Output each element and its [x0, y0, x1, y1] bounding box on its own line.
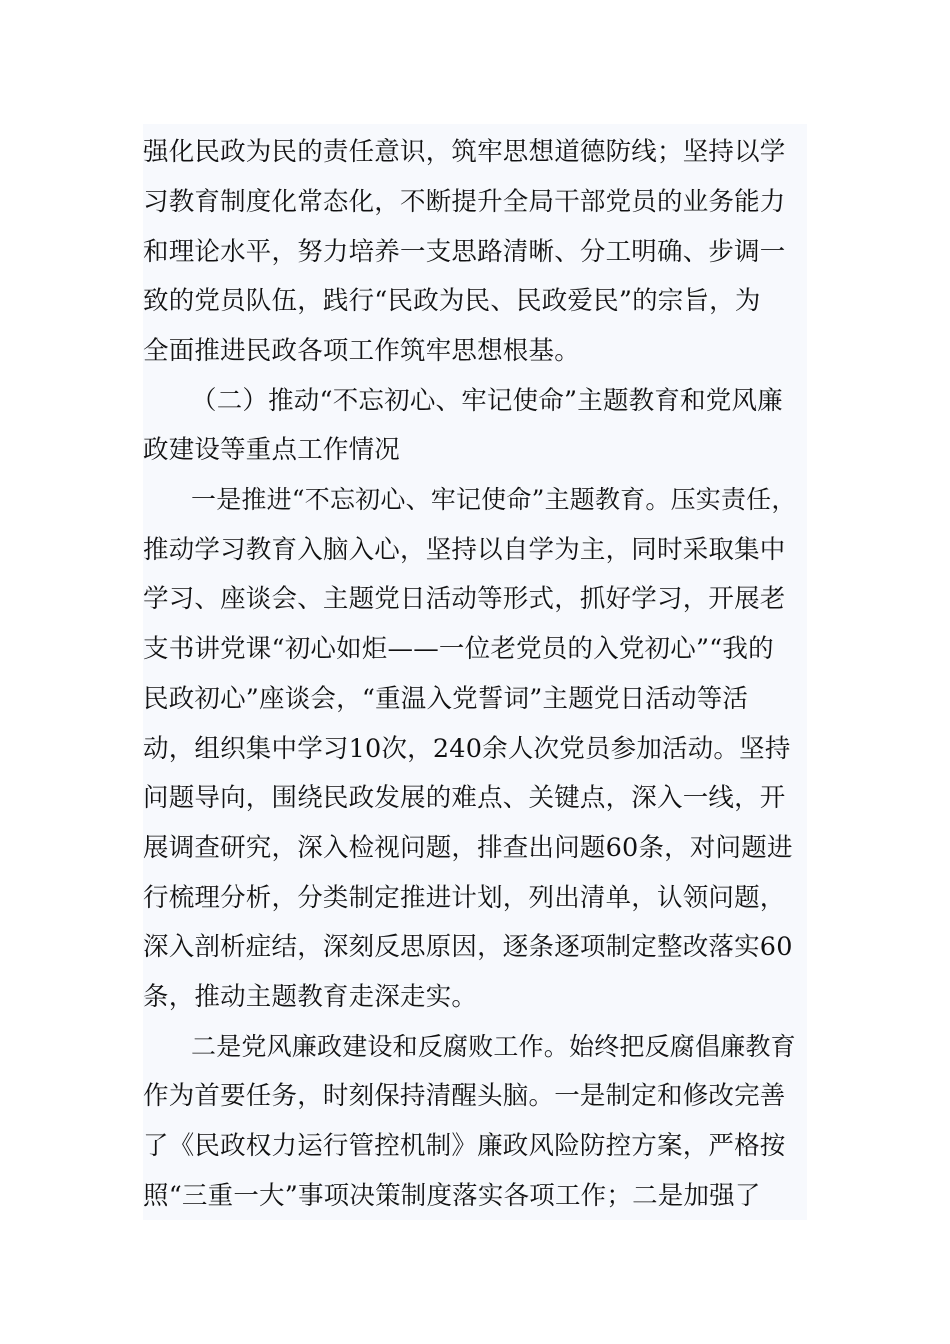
text-line: 行梳理分析，分类制定推进计划，列出清单，认领问题， [143, 883, 786, 913]
text-line: 作为首要任务，时刻保持清醒头脑。一是制定和修改完善 [143, 1081, 786, 1111]
text-line: 问题导向，围绕民政发展的难点、关键点，深入一线，开 [143, 783, 786, 813]
text-line: 支书讲党课“初心如炬——一位老党员的入党初心”“我的 [143, 634, 774, 664]
text-line: 了《民政权力运行管控机制》廉政风险防控方案，严格按 [143, 1131, 786, 1161]
text-line: 民政初心”座谈会，“重温入党誓词”主题党日活动等活 [143, 684, 749, 714]
document-text-block [143, 124, 807, 1220]
text-line: 和理论水平，努力培养一支思路清晰、分工明确、步调一 [143, 237, 786, 267]
text-line: 强化民政为民的责任意识，筑牢思想道德防线；坚持以学 [143, 137, 786, 167]
text-line: 展调查研究，深入检视问题，排查出问题60条，对问题进 [143, 833, 793, 863]
text-line: 全面推进民政各项工作筑牢思想根基。 [143, 336, 580, 366]
text-line: 学习、座谈会、主题党日活动等形式，抓好学习，开展老 [143, 584, 786, 614]
text-line: 习教育制度化常态化，不断提升全局干部党员的业务能力 [143, 187, 786, 217]
text-line: 推动学习教育入脑入心，坚持以自学为主，同时采取集中 [143, 535, 786, 565]
text-line: 动，组织集中学习10次，240余人次党员参加活动。坚持 [143, 734, 791, 764]
text-line: 一是推进“不忘初心、牢记使命”主题教育。压实责任， [191, 485, 797, 514]
text-line: 致的党员队伍，践行“民政为民、民政爱民”的宗旨，为 [143, 286, 761, 316]
text-line: 条，推动主题教育走深走实。 [143, 982, 478, 1012]
text-line: 二是党风廉政建设和反腐败工作。始终把反腐倡廉教育 [191, 1032, 796, 1061]
text-line: 照“三重一大”事项决策制度落实各项工作；二是加强了 [143, 1181, 761, 1211]
section-heading-line: （二）推动“不忘初心、牢记使命”主题教育和党风廉 [191, 386, 783, 416]
text-line: 深入剖析症结，深刻反思原因，逐条逐项制定整改落实60 [143, 932, 793, 962]
section-heading-line: 政建设等重点工作情况 [143, 435, 401, 465]
